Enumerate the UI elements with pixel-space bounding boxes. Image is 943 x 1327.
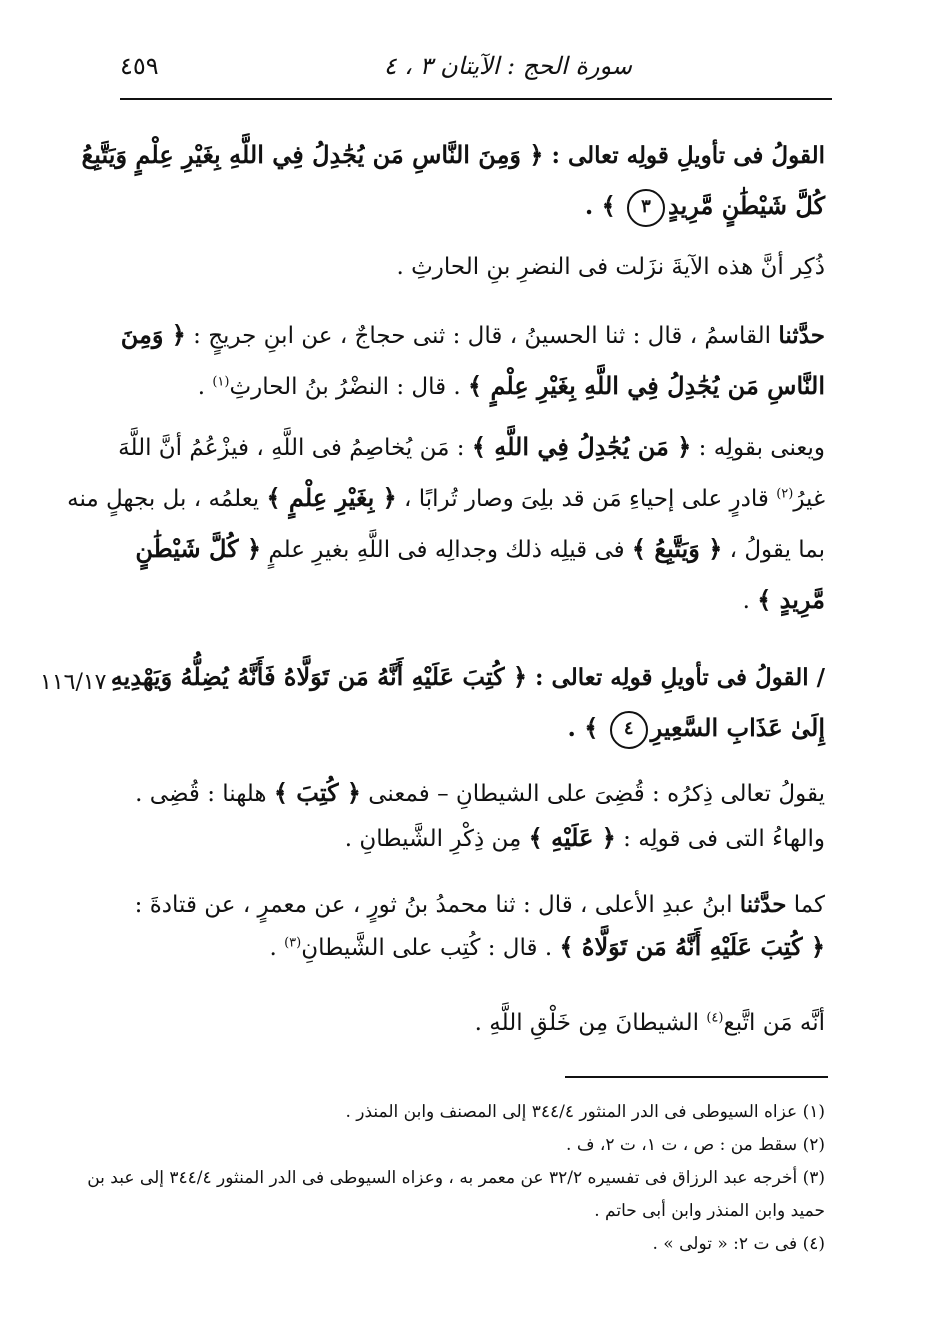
- hadith-chain: [119, 880, 825, 973]
- quran-close: ﴾ .: [567, 713, 607, 742]
- quran-quote: ﴿ عَلَيْهِ ﴾: [528, 823, 616, 852]
- paragraph: [119, 242, 825, 292]
- text-span: غيرُ: [793, 486, 825, 512]
- quran-quote: ﴿ كُتِبَ عَلَيْهِ أَنَّهُ مَن تَوَلَّاهُ فَأَنَّهُ يُضِلُّهُ وَيَهْدِيهِ: [110, 662, 528, 691]
- text-line: [119, 998, 825, 1048]
- text-span: بما يقولُ ،: [722, 537, 825, 563]
- quran-close: ﴾ .: [584, 191, 624, 220]
- ayah-number-marker: ٤: [610, 711, 648, 749]
- text-line: ذُكِر أنَّ هذه الآيةَ نزَلت فى النضرِ بنِ الحارثِ .: [396, 254, 825, 280]
- quran-quote: النَّاسِ مَن يُجَٰدِلُ فِي اللَّهِ بِغَيْرِ عِلْمٍ ﴾: [468, 371, 825, 400]
- footnote-ref: (٤): [706, 1010, 724, 1026]
- text-line: [110, 652, 825, 703]
- footnote-ref: (٣): [284, 935, 302, 951]
- paragraph: [119, 768, 825, 864]
- footnotes: [87, 1096, 825, 1261]
- text-line: [81, 130, 825, 181]
- footnote: حميد وابن المنذر وابن أبى حاتم .: [594, 1201, 825, 1221]
- text-span: هلهنا : قُضِى .: [135, 781, 274, 807]
- footnote: (٣) أخرجه عبد الرزاق فى تفسيره ٣٢/٢ عن معمر به ، وعزاه السيوطى فى الدر المنثور ٣٤٤/٤ إلى عبد بن: [87, 1168, 825, 1188]
- running-title: سورة الحج : الآيتان ٣ ، ٤: [383, 52, 632, 80]
- text-span: ابنُ عبدِ الأعلى ، قال : ثنا محمدُ بنُ ثورٍ ، عن معمرٍ ، عن قتادةَ :: [134, 892, 740, 918]
- footnote-rule: [565, 1076, 828, 1078]
- section-verse-3: [81, 130, 825, 232]
- text-span: أنَّه مَن اتَّبع: [723, 1010, 825, 1036]
- text-line: [119, 813, 825, 864]
- text-span: . قال : النضْرُ بنُ الحارثِ: [229, 374, 469, 400]
- text-span: ويعنى بقولِه :: [691, 435, 825, 461]
- quran-quote: ﴿ وَمِنَ: [120, 320, 186, 349]
- quran-quote: ﴿ مَن يُجَٰدِلُ فِي اللَّهِ ﴾: [471, 432, 692, 461]
- haddathana: حدَّثنا: [778, 322, 825, 349]
- quran-quote: كُلَّ شَيْطَٰنٍ مَّرِيدٍ: [668, 191, 825, 220]
- quran-quote: مَّرِيدٍ ﴾: [757, 585, 825, 614]
- quran-quote: ﴿ وَمِنَ النَّاسِ مَن يُجَٰدِلُ فِي اللَّهِ بِغَيْرِ عِلْمٍ وَيَتَّبِعُ: [81, 140, 544, 169]
- haddathana: حدَّثنا: [739, 891, 787, 918]
- section-heading: / القولُ فى تأويلِ قولِه تعالى :: [527, 664, 825, 691]
- paragraph: [67, 422, 825, 626]
- section-heading: القولُ فى تأويلِ قولِه تعالى :: [543, 142, 825, 169]
- text-span: فى قيلِه ذلك وجدالِه فى اللَّهِ بغيرِ علمٍ: [261, 537, 632, 563]
- text-line: [119, 422, 825, 473]
- quran-quote: ﴿ وَيَتَّبِعُ ﴾: [631, 534, 723, 563]
- text-line: [119, 524, 825, 575]
- header-rule: [120, 98, 832, 100]
- text-span: يعلمُه ، بل بجهلٍ منه: [67, 486, 267, 512]
- text-span: .: [269, 935, 285, 961]
- text-span: .: [197, 374, 213, 400]
- text-span: قادرٍ على إحياءِ مَن قد بلِىَ وصار تُرابًا ،: [396, 486, 777, 512]
- quran-quote: ﴿ كُتِبَ عَلَيْهِ أَنَّهُ مَن تَوَلَّاهُ ﴾: [559, 932, 825, 961]
- text-span: يقولُ تعالى ذِكرُه : قُضِىَ على الشيطانِ – فمعنى: [360, 781, 825, 807]
- quran-quote: إِلَىٰ عَذَابِ السَّعِيرِ: [650, 713, 825, 742]
- ayah-number-marker: ٣: [627, 189, 665, 227]
- text-span: القاسمُ ، قال : ثنا الحسينُ ، قال : ثنى حجاجٌ ، عن ابنِ جريجٍ :: [185, 323, 779, 349]
- text-line: [119, 181, 825, 232]
- text-span: .: [742, 588, 758, 614]
- text-line: [119, 703, 825, 754]
- text-line: [119, 768, 825, 819]
- section-verse-4: [110, 652, 825, 754]
- text-span: والهاءُ التى فى قولِه :: [615, 826, 825, 852]
- text-span: كما: [786, 892, 825, 918]
- paragraph: [119, 998, 825, 1048]
- page-number: ٤٥٩: [120, 52, 159, 80]
- text-line: [119, 310, 825, 361]
- text-span: مِن ذِكْرِ الشَّيطانِ .: [344, 826, 529, 852]
- footnote: (١) عزاه السيوطى فى الدر المنثور ٣٤٤/٤ إلى المصنف وابن المنذر .: [345, 1102, 825, 1122]
- text-span: الشيطانَ مِن خَلْقِ اللَّهِ .: [474, 1010, 707, 1036]
- text-line: [119, 361, 825, 412]
- text-line: [119, 575, 825, 626]
- footnote: (٤) فى ت ٢: « تولى » .: [652, 1234, 825, 1254]
- quran-quote: ﴿ كُتِبَ ﴾: [273, 778, 361, 807]
- text-span: . قال : كُتِب على الشَّيطانِ: [301, 935, 560, 961]
- quran-quote: ﴿ بِغَيْرِ عِلْمٍ ﴾: [266, 483, 397, 512]
- hadith-chain: [119, 310, 825, 412]
- text-span: : مَن يُخاصِمُ فى اللَّهِ ، فيزْعُمُ أنَّ اللَّهَ: [118, 435, 472, 461]
- footnote-ref: (٢): [776, 486, 794, 502]
- footnote-ref: (١): [212, 374, 230, 390]
- footnote: (٢) سقط من : ص ، ت ١، ت ٢، ف .: [566, 1135, 825, 1155]
- text-line: [67, 473, 825, 524]
- quran-quote: ﴿ كُلَّ شَيْطَٰنٍ: [135, 534, 262, 563]
- page-header: [120, 48, 832, 94]
- margin-reference: ١١٦/١٧: [40, 670, 107, 695]
